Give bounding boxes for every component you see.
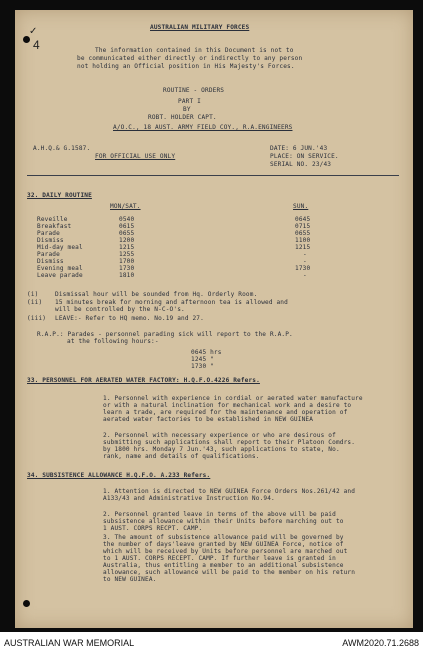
rap-hour: 0645 hrs xyxy=(191,349,222,356)
s34-paragraph-3-line: the number of days'leave granted by NEW GUINEA Force, notice of xyxy=(103,541,344,548)
caution-line-1: The information contained in this Document is not to xyxy=(95,47,294,54)
punch-hole xyxy=(23,600,30,607)
orders-title: ROUTINE - ORDERS xyxy=(163,87,225,94)
note-text: Dismissal hour will be sounded from Hq. Orderly Room. xyxy=(55,291,258,298)
routine-sun-time: - xyxy=(303,272,307,279)
orders-part: PART I xyxy=(178,98,201,105)
routine-label: Evening meal xyxy=(37,265,83,272)
note-number: (i) xyxy=(27,291,39,298)
routine-mon-time: 1200 xyxy=(119,237,135,244)
routine-mon-time: 1700 xyxy=(119,258,135,265)
routine-label: Leave parade xyxy=(37,272,83,279)
archive-accession-number: AWM2020.71.2688 xyxy=(342,638,419,648)
section-33-heading: 33. PERSONNEL FOR AERATED WATER FACTORY: H.Q.F.O.4226 Refers. xyxy=(27,377,260,384)
note-number: (iii) xyxy=(27,315,47,322)
s33-paragraph-1-line: learn a trade, are required for the maintenance and operation of xyxy=(103,409,348,416)
routine-sun-time: 0655 xyxy=(295,230,311,237)
note-text: LEAVE:- Refer to HQ memo. No.19 and 27. xyxy=(55,315,204,322)
routine-mon-time: 1255 xyxy=(119,251,135,258)
col-mon-sat: MON/SAT. xyxy=(110,203,141,210)
s34-paragraph-3-line: to NEW GUINEA. xyxy=(103,576,157,583)
routine-label: Parade xyxy=(37,230,60,237)
rap-hour: 1730 " xyxy=(191,363,214,370)
s33-paragraph-1-line: aerated water factories to be established in NEW GUINEA xyxy=(103,416,314,423)
col-sun: SUN. xyxy=(293,203,309,210)
punch-hole xyxy=(23,36,30,43)
s33-paragraph-2-line: rank, name and details of qualifications. xyxy=(103,453,260,460)
serial-number: SERIAL NO. 23/43 xyxy=(270,161,332,168)
s34-paragraph-3-line: to 1 AUST. CORPS RECEPT. CAMP. If further leave is granted in xyxy=(103,555,336,562)
order-date: DATE: 6 JUN.'43 xyxy=(270,145,328,152)
routine-label: Parade xyxy=(37,251,60,258)
routine-mon-time: 1810 xyxy=(119,272,135,279)
s34-paragraph-3-line: allowance, such allowance will be paid to the member on his return xyxy=(103,569,356,576)
s34-paragraph-1-line: 1. Attention is directed to NEW GUINEA Force Orders Nos.261/42 and xyxy=(103,488,356,495)
routine-sun-time: - xyxy=(303,251,307,258)
unit-name: A/O.C., 18 AUST. ARMY FIELD COY., R.A.ENGINEERS xyxy=(113,124,293,131)
routine-mon-time: 1215 xyxy=(119,244,135,251)
caution-line-3: not holding an Official position in His Majesty's Forces. xyxy=(77,63,295,70)
pencil-check-mark: ✓ xyxy=(29,26,38,37)
routine-sun-time: - xyxy=(303,258,307,265)
official-use: FOR OFFICIAL USE ONLY xyxy=(95,153,176,160)
routine-label: Breakfast xyxy=(37,223,72,230)
section-32-heading: 32. DAILY ROUTINE xyxy=(27,192,92,199)
routine-label: Dismiss xyxy=(37,237,64,244)
routine-sun-time: 1100 xyxy=(295,237,311,244)
s34-paragraph-1-line: A133/43 and Administrative Instruction No.94. xyxy=(103,495,275,502)
caution-line-2: be communicated either directly or indirectly to any person xyxy=(77,55,303,62)
s33-paragraph-2-line: 2. Personnel with necessary experience or who are desirous of xyxy=(103,432,336,439)
note-text: 15 minutes break for morning and afternoon tea is allowed and xyxy=(55,299,288,306)
routine-mon-time: 0615 xyxy=(119,223,135,230)
routine-label: Reveille xyxy=(37,216,68,223)
s34-paragraph-3-line: Australia, thus entitling a member to an additional subsistence xyxy=(103,562,344,569)
document-page xyxy=(15,10,413,628)
commanding-officer: ROBT. HOLDER CAPT. xyxy=(148,114,217,121)
s33-paragraph-1-line: 1. Personnel with experience in cordial or aerated water manufacture xyxy=(103,395,363,402)
note-number: (ii) xyxy=(27,299,43,306)
routine-mon-time: 0540 xyxy=(119,216,135,223)
archive-name: AUSTRALIAN WAR MEMORIAL xyxy=(4,638,135,648)
routine-label: Mid-day meal xyxy=(37,244,83,251)
s34-paragraph-2-line: 2. Personnel granted leave in terms of the above will be paid xyxy=(103,511,336,518)
note-text: will be controlled by the N-C-O's. xyxy=(55,306,185,313)
rap-line: at the following hours:- xyxy=(67,338,159,345)
orders-by: BY xyxy=(183,106,191,113)
routine-mon-time: 1730 xyxy=(119,265,135,272)
header-divider xyxy=(27,175,399,176)
s34-paragraph-3-line: 3. The amount of subsistence allowance paid will be governed by xyxy=(103,534,344,541)
rap-line: R.A.P.: Parades - personnel parading sick will report to the R.A.P. xyxy=(37,331,293,338)
reference: A.H.Q.& G.1587. xyxy=(33,145,91,152)
routine-label: Dismiss xyxy=(37,258,64,265)
routine-sun-time: 1215 xyxy=(295,244,311,251)
section-34-heading: 34. SUBSISTENCE ALLOWANCE H.Q.F.O. A.233 Refers. xyxy=(27,472,211,479)
routine-sun-time: 1730 xyxy=(295,265,311,272)
org-title: AUSTRALIAN MILITARY FORCES xyxy=(150,24,250,31)
s33-paragraph-2-line: submitting such applications shall report to their Platoon Comdrs. xyxy=(103,439,356,446)
routine-sun-time: 0715 xyxy=(295,223,311,230)
archive-footer xyxy=(0,632,423,653)
order-place: PLACE: ON SERVICE. xyxy=(270,153,339,160)
routine-mon-time: 0655 xyxy=(119,230,135,237)
s34-paragraph-2-line: 1 AUST. CORPS RECPT. CAMP. xyxy=(103,525,203,532)
routine-sun-time: 0645 xyxy=(295,216,311,223)
s33-paragraph-1-line: or with a natural inclination for mechanical work and a desire to xyxy=(103,402,352,409)
s34-paragraph-3-line: which will be received by Units before personnel are marched out xyxy=(103,548,348,555)
s33-paragraph-2-line: by 1800 hrs. Monday 7 Jun.'43, such applications to state, No. xyxy=(103,446,340,453)
rap-hour: 1245 " xyxy=(191,356,214,363)
s34-paragraph-2-line: subsistence allowance within their Units before marching out to xyxy=(103,518,344,525)
pencil-annotation: 4 xyxy=(33,38,40,52)
